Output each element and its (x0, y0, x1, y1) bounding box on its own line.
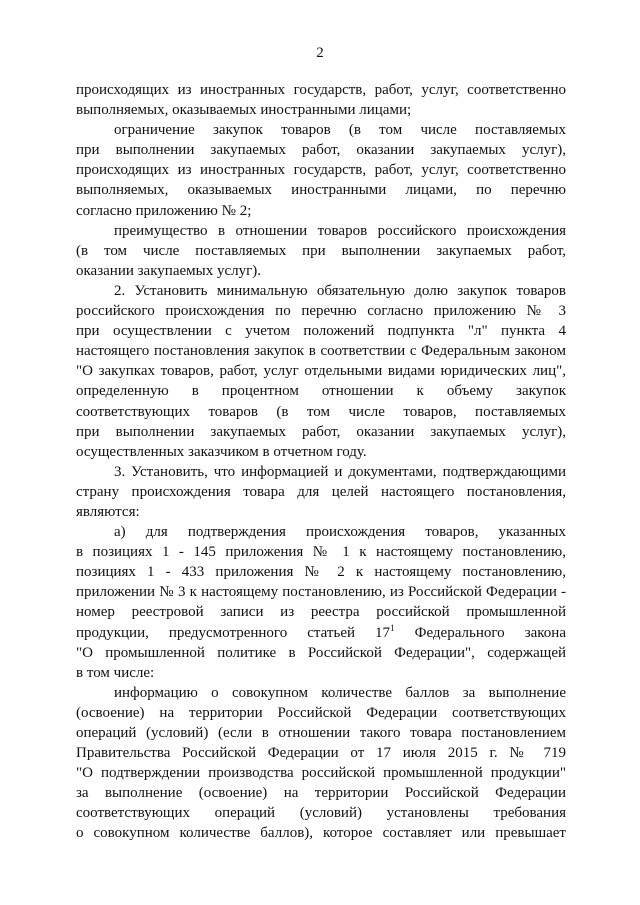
paragraph (76, 462, 566, 522)
text-line: выполняемых, оказываемых иностранными лицами, по перечню (76, 182, 566, 199)
text-line: являются: (76, 503, 140, 520)
text-line: ограничение закупок товаров (в том числе поставляемых (114, 122, 566, 139)
text-line: 2. Установить минимальную обязательную долю закупок товаров (114, 282, 566, 299)
text-line: при выполнении закупаемых работ, оказании закупаемых услуг), (76, 142, 566, 159)
text-line: осуществленных заказчиком в отчетном году. (76, 443, 367, 460)
text-line: приложении № 3 к настоящему постановлению, из Российской Федерации - (76, 584, 566, 601)
text-line: а) для подтверждения происхождения товаров, указанных (114, 524, 566, 541)
page-number: 2 (316, 45, 324, 61)
paragraph (76, 80, 566, 120)
text-line: информацию о совокупном количестве баллов за выполнение (114, 684, 566, 701)
paragraph (76, 281, 566, 462)
text-line: продукции, предусмотренного статьей $17^1$ Федерального закона (76, 622, 566, 641)
text-line: выполняемых, оказываемых иностранными лицами; (76, 102, 412, 119)
text-line: позициях 1 - 433 приложения № 2 к настоящему постановлению, (76, 564, 566, 581)
text-line: соответствующих операций (условий) установлены требования (76, 805, 566, 822)
text-line: (в том числе поставляемых при выполнении закупаемых работ, (76, 242, 566, 259)
paragraph (76, 120, 566, 220)
text-line: страну происхождения товара для целей настоящего постановления, (76, 483, 566, 500)
text-line: происходящих из иностранных государств, работ, услуг, соответственно (76, 82, 566, 98)
text-line: преимущество в отношении товаров российского происхождения (114, 222, 566, 239)
text-line: (освоение) на территории Российской Федерации соответствующих (76, 704, 566, 721)
paragraph (76, 683, 566, 844)
text-line: "О закупках товаров, работ, услуг отдельными видами юридических лиц", (76, 363, 566, 380)
text-line: определенную в процентном отношении к объему закупок (76, 383, 566, 400)
text-line: "О подтверждении производства российской промышленной продукции" (76, 765, 566, 782)
text-line: при выполнении закупаемых работ, оказании закупаемых услуг), (76, 423, 566, 440)
text-line: оказании закупаемых услуг). (76, 262, 261, 279)
text-line: соответствующих товаров (в том числе товаров, поставляемых (76, 403, 566, 420)
paragraph (76, 522, 566, 683)
text-line: в том числе: (76, 664, 155, 681)
text-line: за выполнение (освоение) на территории Российской Федерации (76, 785, 566, 802)
text-line: настоящего постановления закупок в соответствии с Федеральным законом (76, 343, 566, 360)
text-line: происходящих из иностранных государств, работ, услуг, соответственно (76, 162, 566, 179)
text-line: номер реестровой записи из реестра российской промышленной (76, 604, 566, 621)
text-line: о совокупном количестве баллов), которое составляет или превышает (76, 825, 566, 842)
paragraph (76, 221, 566, 281)
text-line: при осуществлении с учетом положений подпункта "л" пункта 4 (76, 323, 566, 340)
text-line: Правительства Российской Федерации от 17 июля 2015 г. № 719 (76, 745, 566, 762)
text-line: согласно приложению № 2; (76, 202, 252, 219)
text-line: операций (условий) (если в отношении такого товара постановлением (76, 725, 566, 741)
text-line: в позициях 1 - 145 приложения № 1 к настоящему постановлению, (76, 544, 566, 561)
text-line: "О промышленной политике в Российской Федерации", содержащей (76, 644, 566, 661)
text-line: российского происхождения по перечню согласно приложению № 3 (76, 303, 566, 320)
document-body (76, 80, 566, 844)
text-line: 3. Установить, что информацией и документами, подтверждающими (114, 463, 566, 480)
